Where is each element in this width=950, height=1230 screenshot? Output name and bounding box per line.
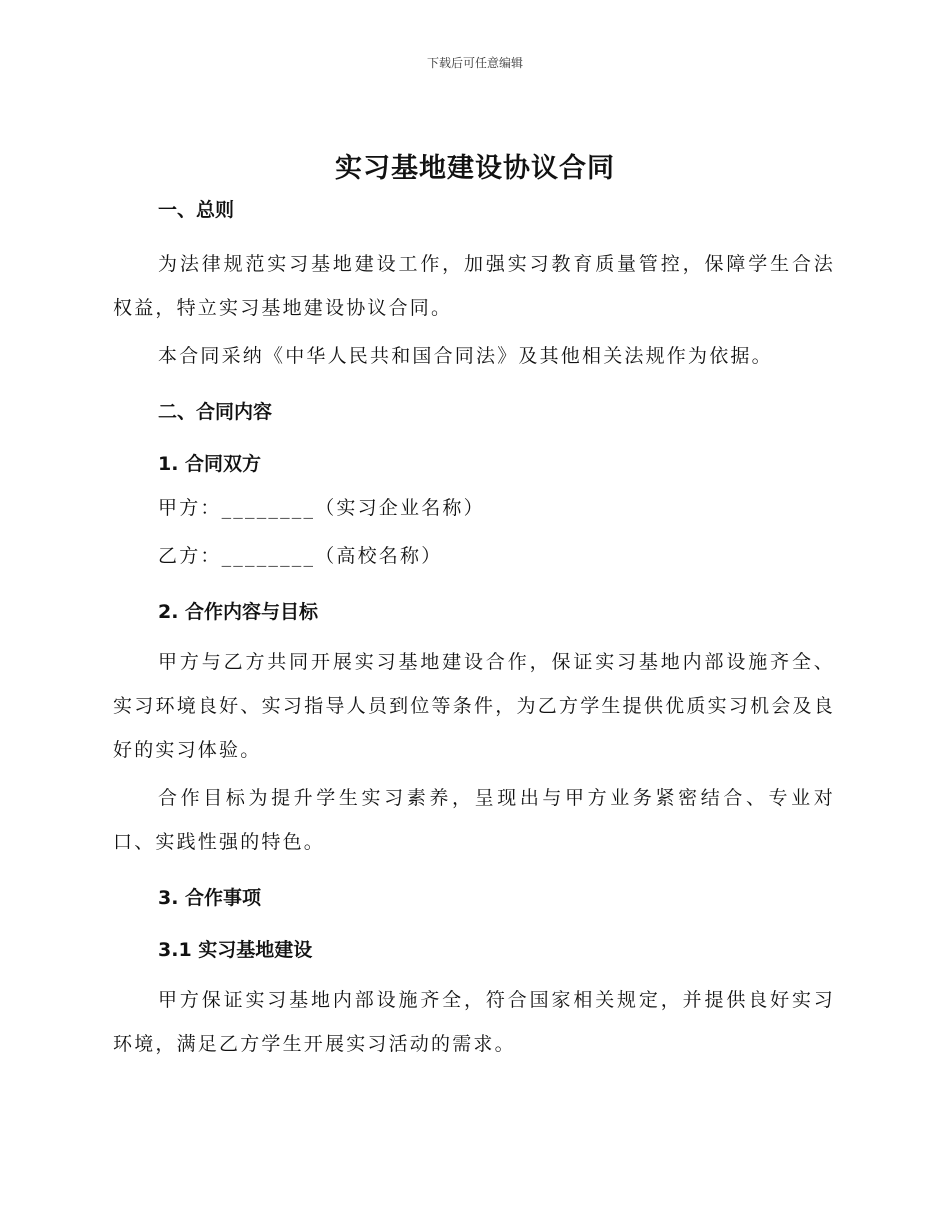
section-heading-contract-content: 二、合同内容 xyxy=(158,401,273,423)
subsection-heading-cooperation: 2. 合作内容与目标 xyxy=(158,601,319,623)
paragraph-cooperation-goal: 合作目标为提升学生实习素养，呈现出与甲方业务紧密结合、专业对口、实践性强的特色。 xyxy=(113,787,835,853)
party-b-line: 乙方：________（高校名称） xyxy=(158,545,443,567)
paragraph-cooperation-content: 甲方与乙方共同开展实习基地建设合作，保证实习基地内部设施齐全、实习环境良好、实习指导人员到位等条件，为乙方学生提供优质实习机会及良好的实习体验。 xyxy=(113,651,835,761)
document-body xyxy=(113,188,835,1066)
paragraph-legal-basis: 本合同采纳《中华人民共和国合同法》及其他相关法规作为依据。 xyxy=(158,345,773,367)
section-heading-general: 一、总则 xyxy=(158,199,235,221)
subsection-heading-parties: 1. 合同双方 xyxy=(158,453,262,475)
subsection-heading-base-construction: 3.1 实习基地建设 xyxy=(158,939,313,961)
party-a-line: 甲方：________（实习企业名称） xyxy=(158,497,485,519)
paragraph-purpose: 为法律规范实习基地建设工作，加强实习教育质量管控，保障学生合法权益，特立实习基地建设协议合同。 xyxy=(113,253,835,319)
header-note: 下载后可任意编辑 xyxy=(426,56,523,70)
subsection-heading-matters: 3. 合作事项 xyxy=(158,887,262,909)
paragraph-base-construction: 甲方保证实习基地内部设施齐全，符合国家相关规定，并提供良好实习环境，满足乙方学生开展实习活动的需求。 xyxy=(113,989,835,1055)
document-title: 实习基地建设协议合同 xyxy=(335,153,615,184)
